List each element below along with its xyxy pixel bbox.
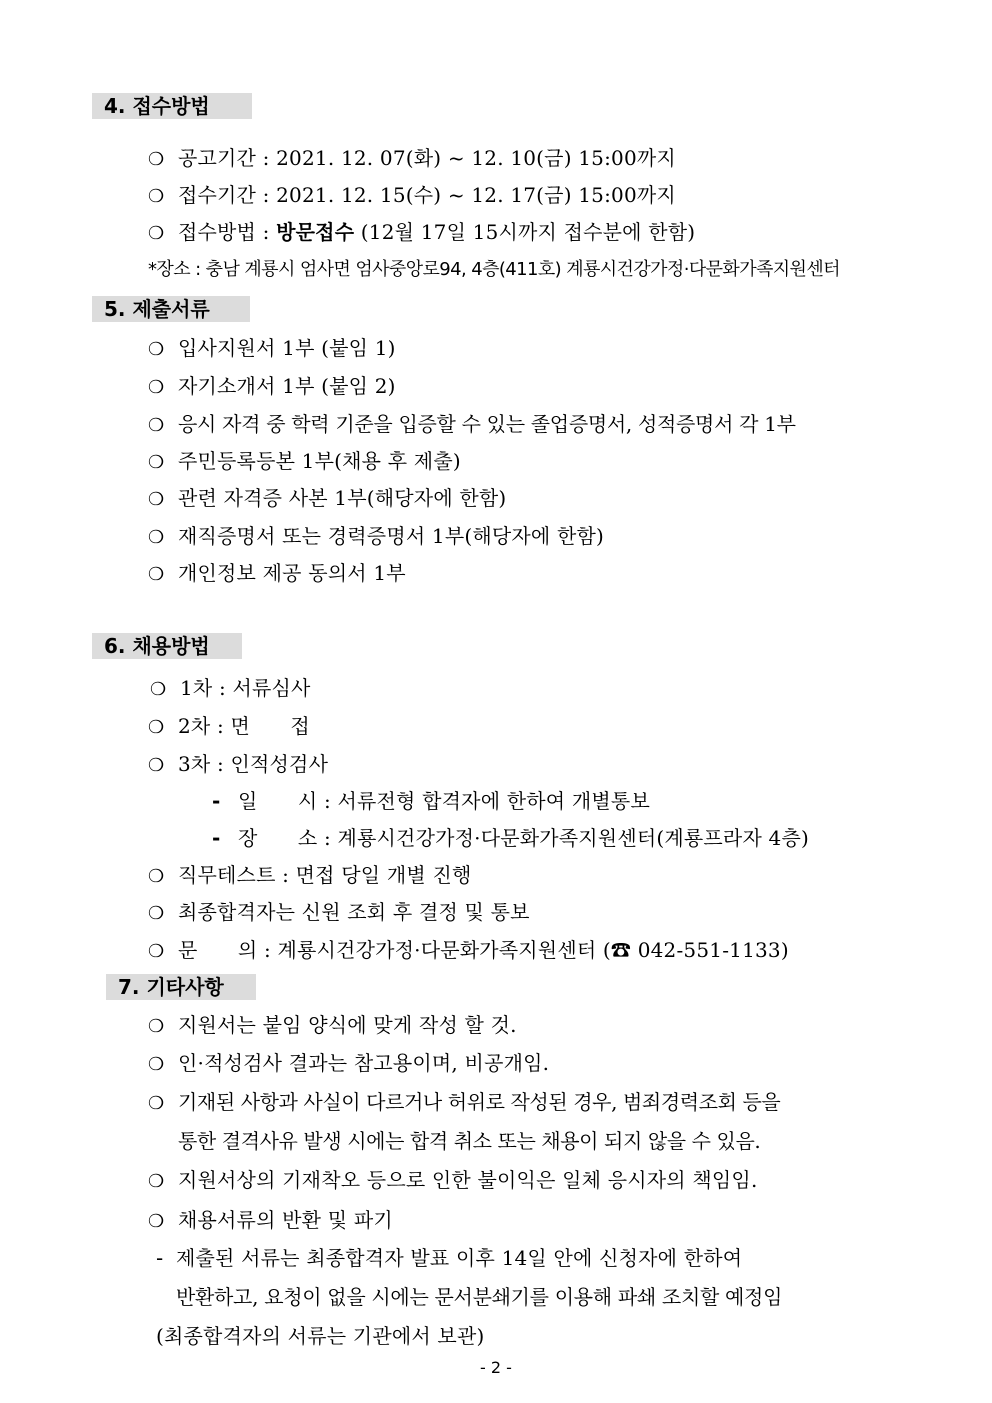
list-item: ❍ 재직증명서 또는 경력증명서 1부(해당자에 한함) [148, 522, 604, 552]
circle-bullet-icon: ❍ [148, 903, 165, 924]
list-item: ❍ 접수기간 : 2021. 12. 15(수) ~ 12. 17(금) 15:00까지 [148, 181, 676, 211]
circle-bullet-icon: ❍ [148, 223, 165, 244]
circle-bullet-icon: ❍ [148, 149, 165, 170]
circle-bullet-icon: ❍ [148, 1211, 165, 1232]
dash-bullet-icon: - [212, 789, 221, 813]
circle-bullet-icon: ❍ [148, 452, 165, 473]
circle-bullet-icon: ❍ [148, 415, 164, 436]
list-item: ❍ 직무테스트 : 면접 당일 개별 진행 [148, 861, 472, 891]
circle-bullet-icon: ❍ [148, 941, 165, 962]
list-item: ❍ 응시 자격 중 학력 기준을 입증할 수 있는 졸업증명서, 성적증명서 각 1부 [148, 410, 796, 440]
list-item: ❍ 관련 자격증 사본 1부(해당자에 한함) [148, 484, 506, 514]
list-item: ❍ 1차 : 서류심사 [150, 674, 311, 704]
circle-bullet-icon: ❍ [150, 679, 167, 700]
list-item: ❍ 3차 : 인적성검사 [148, 750, 328, 780]
sub-item-continuation: 반환하고, 요청이 없을 시에는 문서분쇄기를 이용해 파쇄 조치할 예정임 [176, 1285, 783, 1309]
section-6-heading: 6. 채용방법 [92, 633, 242, 659]
list-item: ❍ 자기소개서 1부 (붙임 2) [148, 372, 396, 402]
sub-item: - 제출된 서류는 최종합격자 발표 이후 14일 안에 신청자에 한하여 [156, 1246, 743, 1270]
circle-bullet-icon: ❍ [148, 527, 165, 548]
circle-bullet-icon: ❍ [148, 1054, 165, 1075]
list-item: ❍ 개인정보 제공 동의서 1부 [148, 559, 406, 589]
circle-bullet-icon: ❍ [148, 755, 165, 776]
section-7-heading: 7. 기타사항 [106, 974, 256, 1000]
section-4-heading: 4. 접수방법 [92, 93, 252, 119]
list-item: ❍ 채용서류의 반환 및 파기 [148, 1206, 393, 1236]
sub-item: - 일 시 : 서류전형 합격자에 한하여 개별통보 [212, 789, 650, 813]
list-item: ❍ 지원서는 붙임 양식에 맞게 작성 할 것. [148, 1011, 517, 1041]
circle-bullet-icon: ❍ [148, 1093, 164, 1114]
list-item: ❍ 2차 : 면 접 [148, 712, 310, 742]
dash-bullet-icon: - [212, 826, 221, 850]
sub-item-continuation: (최종합격자의 서류는 기관에서 보관) [156, 1324, 485, 1348]
circle-bullet-icon: ❍ [148, 717, 165, 738]
circle-bullet-icon: ❍ [148, 339, 165, 360]
list-item: ❍ 주민등록등본 1부(채용 후 제출) [148, 447, 461, 477]
page-number: - 2 - [480, 1358, 512, 1377]
list-item: ❍ 접수방법 : 방문접수 (12월 17일 15시까지 접수분에 한함) [148, 218, 695, 248]
list-item: ❍ 인·적성검사 결과는 참고용이며, 비공개임. [148, 1049, 549, 1079]
circle-bullet-icon: ❍ [148, 564, 165, 585]
circle-bullet-icon: ❍ [148, 866, 165, 887]
circle-bullet-icon: ❍ [148, 377, 165, 398]
place-note: *장소 : 충남 계룡시 엄사면 엄사중앙로94, 4층(411호) 계룡시건강가정·다문화가족지원센터 [148, 259, 840, 280]
list-item: ❍ 입사지원서 1부 (붙임 1) [148, 334, 396, 364]
sub-item: - 장 소 : 계룡시건강가정·다문화가족지원센터(계룡프라자 4층) [212, 826, 809, 850]
list-item-continuation: 통한 결격사유 발생 시에는 합격 취소 또는 채용이 되지 않을 수 있음. [178, 1129, 761, 1153]
list-item: ❍ 공고기간 : 2021. 12. 07(화) ~ 12. 10(금) 15:00까지 [148, 144, 676, 174]
list-item: ❍ 최종합격자는 신원 조회 후 결정 및 통보 [148, 898, 530, 928]
list-item: ❍ 기재된 사항과 사실이 다르거나 허위로 작성된 경우, 범죄경력조회 등을 [148, 1088, 780, 1118]
list-item: ❍ 지원서상의 기재착오 등으로 인한 불이익은 일체 응시자의 책임임. [148, 1166, 758, 1196]
circle-bullet-icon: ❍ [148, 489, 165, 510]
circle-bullet-icon: ❍ [148, 1016, 165, 1037]
method-highlight: 방문접수 [276, 220, 355, 244]
list-item: ❍ 문 의 : 계룡시건강가정·다문화가족지원센터 (☎ 042-551-1133) [148, 936, 789, 966]
section-5-heading: 5. 제출서류 [92, 296, 250, 322]
circle-bullet-icon: ❍ [148, 186, 165, 207]
circle-bullet-icon: ❍ [148, 1171, 165, 1192]
dash-bullet-icon: - [156, 1246, 164, 1270]
